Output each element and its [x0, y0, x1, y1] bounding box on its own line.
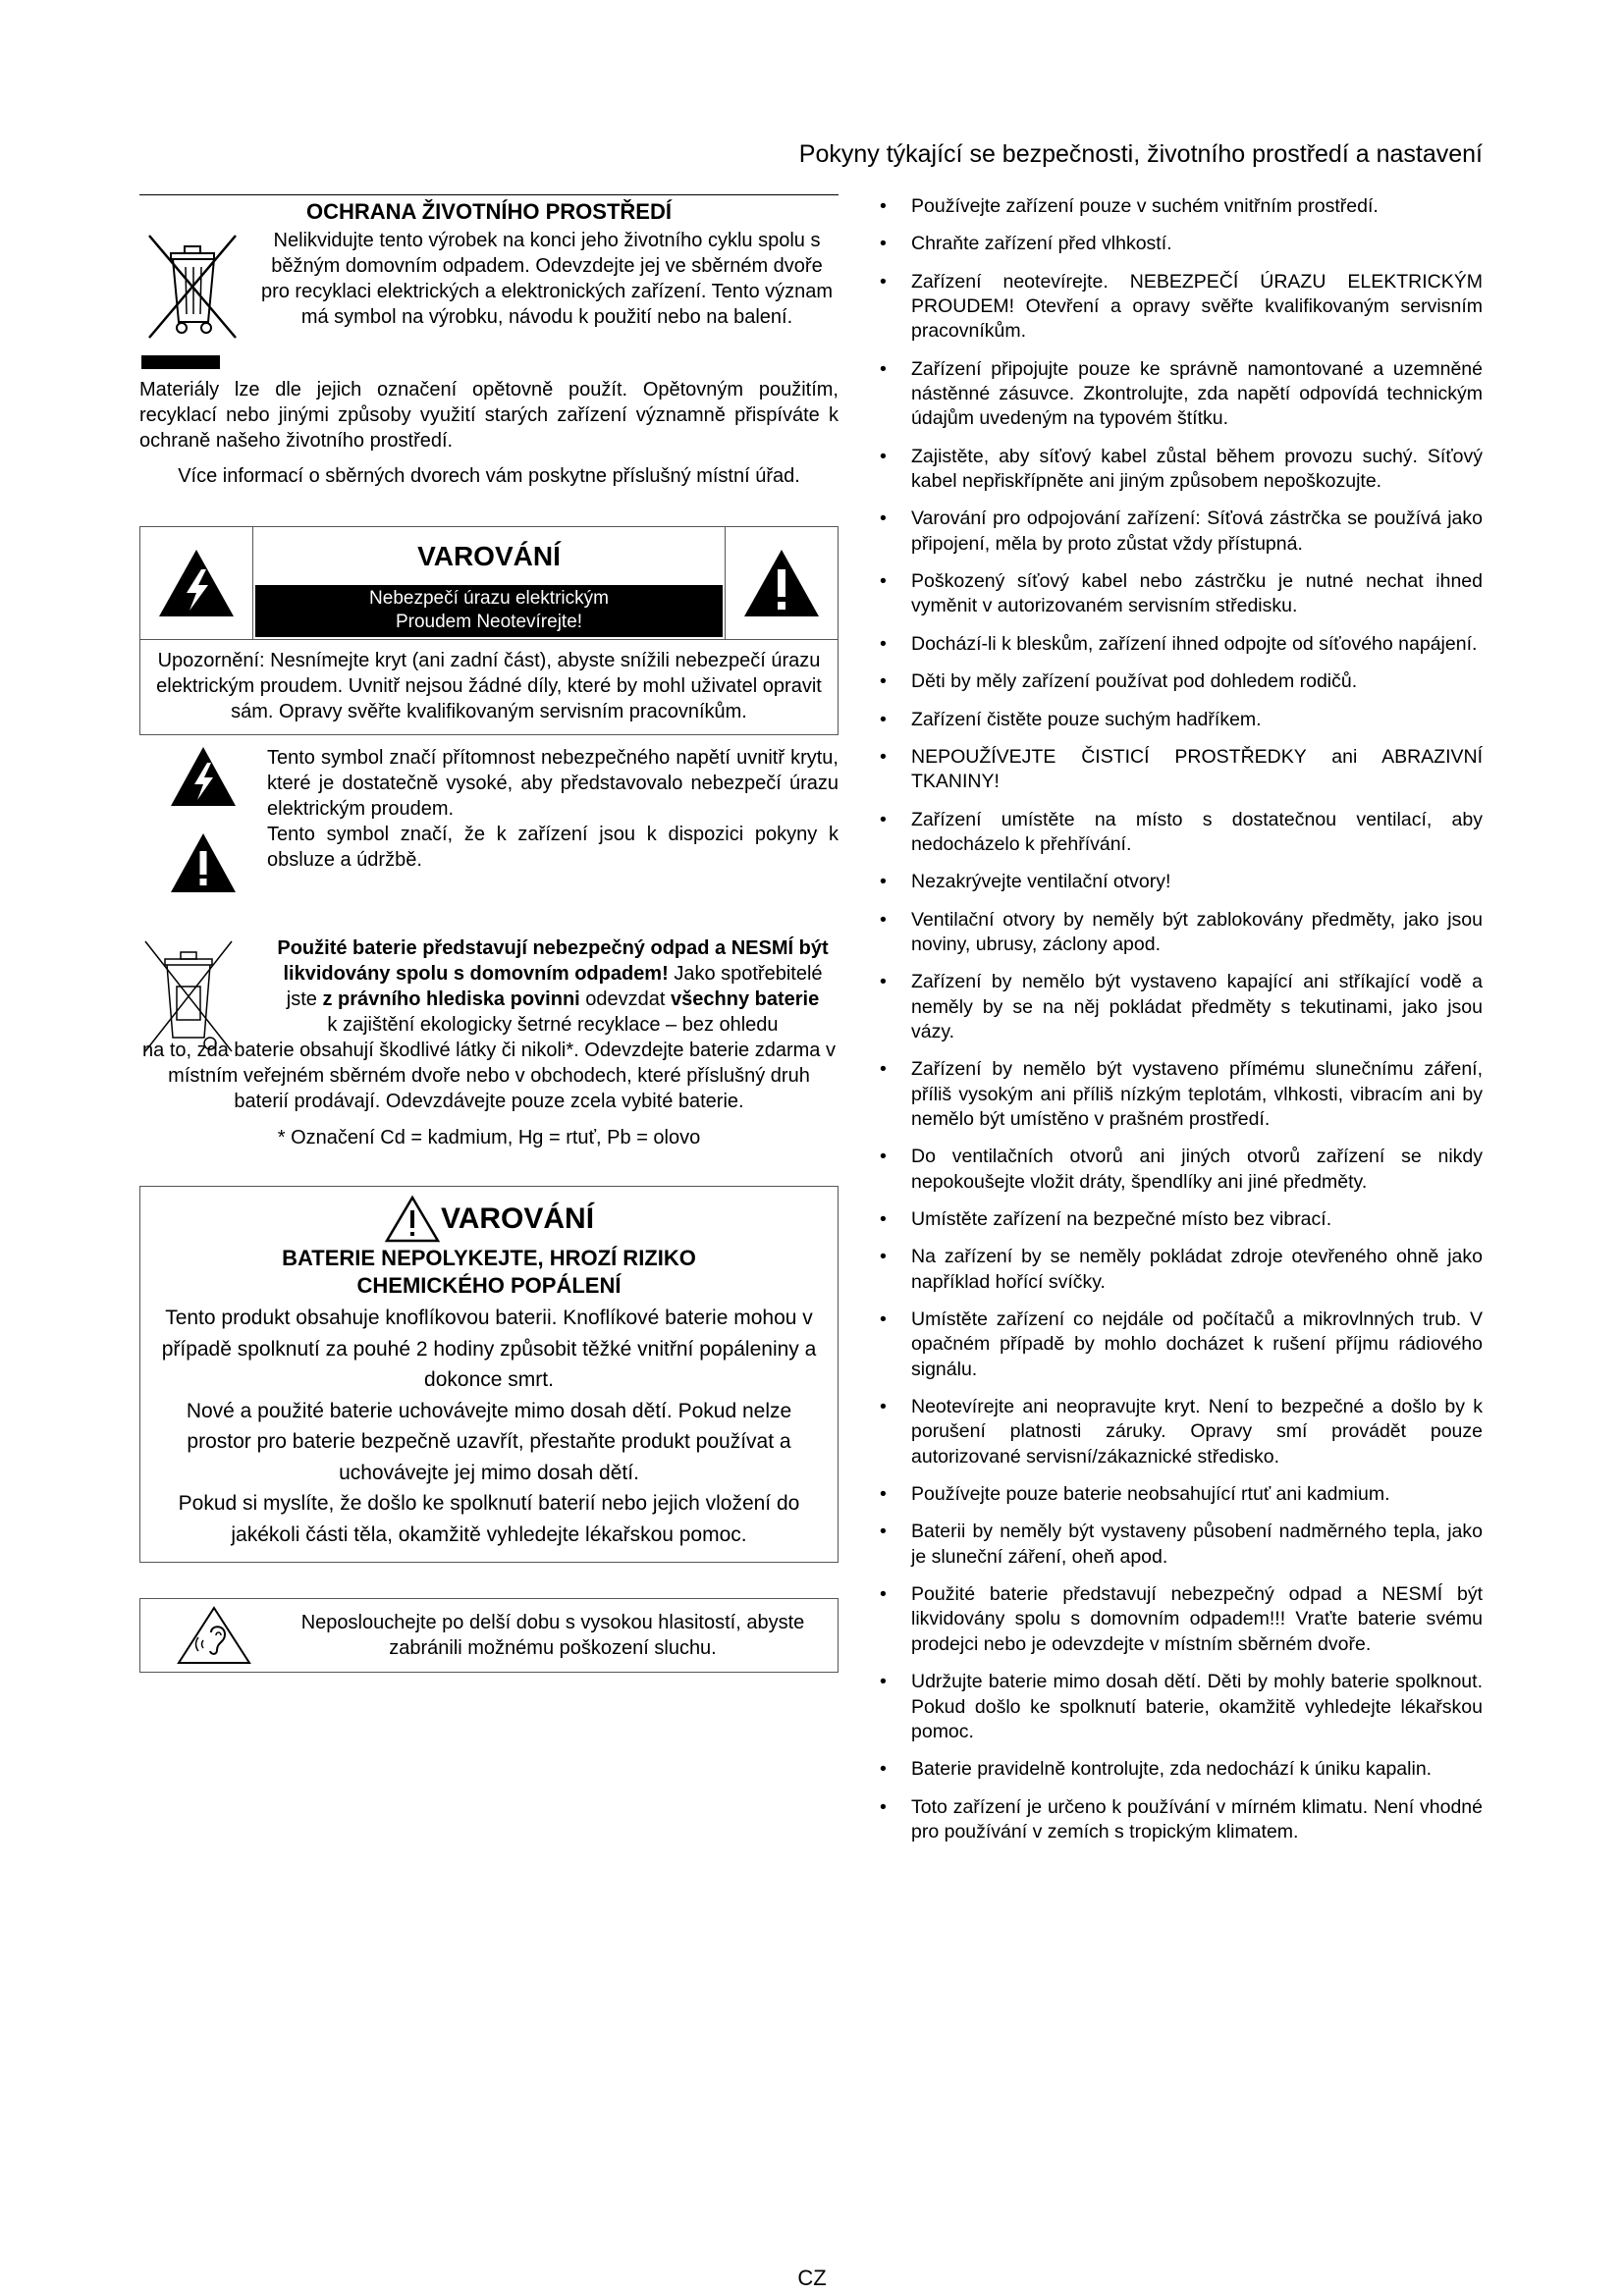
battery-normal-2: odevzdat — [579, 988, 672, 1010]
symbol-texts — [267, 745, 839, 873]
battery-bold-2: z právního hlediska povinni — [322, 988, 580, 1010]
electric-warning-center — [252, 527, 726, 639]
battery-warning-subtitle-1: BATERIE NEPOLYKEJTE, HROZÍ RIZIKO — [282, 1245, 696, 1270]
environment-body: Materiály lze dle jejich označení opětovně použít. Opětovným použitím, recyklací nebo jinými způsoby využití starých zařízení významně přispíváte k ochraně našeho životního prostředí. — [139, 378, 839, 452]
hearing-warning-icon — [150, 1605, 278, 1666]
battery-warning-heading — [152, 1195, 826, 1244]
instruction-item: • Baterie pravidelně kontrolujte, zda nedochází k úniku kapalin. — [864, 1757, 1483, 1782]
symbol-explanations — [139, 745, 839, 894]
instruction-item: • Používejte pouze baterie neobsahující rtuť ani kadmium. — [864, 1482, 1483, 1507]
warning-title: VAROVÁNÍ — [417, 540, 561, 571]
instruction-item: • Do ventilačních otvorů ani jiných otvorů zařízení se nikdy nepokoušejte vložit dráty, špendlíky ani jiné předměty. — [864, 1145, 1483, 1195]
electric-warning-box — [139, 526, 839, 735]
right-column — [864, 194, 1483, 1857]
environment-intro: Nelikvidujte tento výrobek na konci jeho životního cyklu spolu s běžným domovním odpadem. Odevzdejte jej ve sběrném dvoře pro recyklaci elektrických a elektronických zařízení. Tento význam má symbol na výrobku, návodu k použití nebo na balení. — [260, 229, 834, 328]
battery-warning-subtitle-2: CHEMICKÉHO POPÁLENÍ — [356, 1272, 622, 1298]
safety-instructions-list — [864, 194, 1483, 1844]
instruction-item: • Na zařízení by se neměly pokládat zdroje otevřeného ohně jako například hořící svíčky. — [864, 1245, 1483, 1295]
battery-warning-p1: Tento produkt obsahuje knoflíkovou baterii. Knoflíkové baterie mohou v případě spolknutí za pouhé 2 hodiny způsobit těžké vnitřní popáleniny a dokonce smrt. — [161, 1307, 817, 1392]
instruction-item: • Ventilační otvory by neměly být zablokovány předměty, jako jsou noviny, ubrusy, záclony apod. — [864, 908, 1483, 958]
lightning-triangle-icon — [169, 745, 238, 808]
instruction-item: • Zajistěte, aby síťový kabel zůstal během provozu suchý. Síťový kabel nepřiskřípněte ani jiným způsobem nepoškozujte. — [864, 445, 1483, 495]
instruction-item: • NEPOUŽÍVEJTE ČISTICÍ PROSTŘEDKY ani ABRAZIVNÍ TKANINY! — [864, 745, 1483, 795]
instruction-item: • Umístěte zařízení co nejdále od počítačů a mikrovlnných trub. V opačném případě by mohlo docházet k rušení příjmu rádiového signálu. — [864, 1308, 1483, 1382]
instruction-item: • Toto zařízení je určeno k používání v mírném klimatu. Není vhodné pro používání v zemích s tropickým klimatem. — [864, 1795, 1483, 1845]
environment-header — [139, 228, 839, 375]
battery-disposal-rest: na to, zda baterie obsahují škodlivé látky či nikoli*. Odevzdejte baterie zdarma v místním veřejném sběrném dvoře nebo v obchodech, které příslušný druh baterií prodávají. Odevzdávejte pouze zcela vybité baterie. — [142, 1039, 836, 1112]
crossed-battery-bin-icon — [139, 935, 238, 1063]
left-column — [139, 194, 839, 1673]
instruction-item: • Zařízení umístěte na místo s dostatečnou ventilací, aby nedocházelo k přehřívání. — [864, 808, 1483, 858]
warning-banner-line1: Nebezpečí úrazu elektrickým — [369, 588, 609, 609]
instruction-item: • Umístěte zařízení na bezpečné místo bez vibrací. — [864, 1207, 1483, 1232]
battery-bold-1: Použité baterie představují nebezpečný odpad a NESMÍ být likvidovány spolu s domovním odpadem! — [277, 936, 829, 985]
battery-rest-start: k zajištění ekologicky šetrné recyklace – bez ohledu — [327, 1013, 779, 1036]
instruction-item: • Zařízení připojujte pouze ke správně namontované a uzemněné nástěnné zásuvce. Zkontrolujte, zda napětí odpovídá technickým údajům uvedeným na typovém štítku. — [864, 357, 1483, 432]
instruction-item: • Varování pro odpojování zařízení: Síťová zástrčka se používá jako připojení, měla by proto zůstat vždy přístupná. — [864, 507, 1483, 557]
warning-black-banner — [255, 585, 723, 637]
battery-chemical-note: * Označení Cd = kadmium, Hg = rtuť, Pb = olovo — [277, 1126, 701, 1148]
battery-warning-box — [139, 1186, 839, 1564]
warning-banner-line2: Proudem Neotevírejte! — [395, 611, 583, 632]
exclamation-outline-icon — [384, 1195, 441, 1244]
symbol-icons — [139, 745, 267, 894]
battery-warning-title: VAROVÁNÍ — [440, 1201, 595, 1235]
battery-warning-p3: Pokud si myslíte, že došlo ke spolknutí baterií nebo jejich vložení do jakékoli části těla, okamžitě vyhledejte lékařskou pomoc. — [178, 1492, 800, 1546]
hearing-warning-text: Neposlouchejte po delší dobu s vysokou hlasitostí, abyste zabránili možnému poškození sluchu. — [300, 1612, 805, 1660]
battery-disposal-lead — [267, 935, 839, 1038]
lightning-warning-icon — [140, 527, 252, 639]
instruction-item: • Udržujte baterie mimo dosah dětí. Děti by mohly baterie spolknout. Pokud došlo ke spolknutí baterie, okamžitě vyhledejte lékařskou pomoc. — [864, 1670, 1483, 1744]
instruction-item: • Chraňte zařízení před vlhkostí. — [864, 232, 1483, 256]
exclamation-triangle-icon — [169, 831, 238, 894]
page-language-label: CZ — [797, 2266, 827, 2290]
page-header-title: Pokyny týkající se bezpečnosti, životního prostředí a nastavení — [798, 140, 1483, 168]
instruction-item: • Dochází-li k bleskům, zařízení ihned odpojte od síťového napájení. — [864, 632, 1483, 657]
environment-more-info: Více informací o sběrných dvorech vám poskytne příslušný místní úřad. — [178, 464, 800, 487]
instruction-item: • Zařízení čistěte pouze suchým hadříkem. — [864, 708, 1483, 732]
battery-normal-1: Jako spotřebitelé jste — [286, 962, 823, 1010]
instruction-item: • Používejte zařízení pouze v suchém vnitřním prostředí. — [864, 194, 1483, 219]
exclamation-symbol-text: Tento symbol značí, že k zařízení jsou k dispozici pokyny k obsluze a údržbě. — [267, 823, 839, 871]
exclamation-warning-icon — [726, 527, 838, 639]
battery-bold-3: všechny baterie — [671, 988, 820, 1010]
instruction-item: • Nezakrývejte ventilační otvory! — [864, 870, 1483, 894]
electric-warning-header — [140, 527, 838, 640]
instruction-item: • Neotevírejte ani neopravujte kryt. Není to bezpečné a došlo by k porušení platnosti záruky. Opravy smí provádět pouze autorizované servisní/zákaznické středisko. — [864, 1395, 1483, 1469]
battery-disposal-section — [139, 935, 839, 1150]
electric-warning-body: Upozornění: Nesnímejte kryt (ani zadní část), abyste snížili nebezpečí úrazu elektrickým proudem. Uvnitř nejsou žádné díly, které by mohl uživatel opravit sám. Opravy svěřte kvalifikovaným servisním pracovníkům. — [156, 649, 822, 722]
instruction-item: • Zařízení neotevírejte. NEBEZPEČÍ ÚRAZU ELEKTRICKÝM PROUDEM! Otevření a opravy svěřte kvalifikovaným servisním pracovníkům. — [864, 270, 1483, 345]
hearing-warning-box — [139, 1598, 839, 1673]
battery-warning-p2: Nové a použité baterie uchovávejte mimo dosah dětí. Pokud nelze prostor pro baterie bezpečně uzavřít, přestaňte produkt používat a uchovávejte jej mimo dosah dětí. — [186, 1399, 792, 1484]
instruction-item: • Baterii by neměly být vystaveny působení nadměrného tepla, jako je sluneční záření, oheň apod. — [864, 1520, 1483, 1570]
lightning-symbol-text: Tento symbol značí přítomnost nebezpečného napětí uvnitř krytu, které je dostatečně vysoké, aby představovalo nebezpečí úrazu elektrickým proudem. — [267, 746, 839, 820]
instruction-item: • Poškozený síťový kabel nebo zástrčku je nutné nechat ihned vyměnit v autorizovaném servisním středisku. — [864, 569, 1483, 619]
instruction-item: • Zařízení by nemělo být vystaveno přímému slunečnímu záření, příliš vysokým ani příliš nízkým teplotám, vlhkosti, vibracím ani by nemělo být umístěno v prašném prostředí. — [864, 1057, 1483, 1132]
instruction-item: • Použité baterie představují nebezpečný odpad a NESMÍ být likvidovány spolu s domovním odpadem!!! Vraťte baterie svému prodejci nebo je odevzdejte v místním sběrném dvoře. — [864, 1582, 1483, 1657]
instruction-item: • Zařízení by nemělo být vystaveno kapající ani stříkající vodě a neměly by se na něj pokládat předměty s tekutinami, jako jsou vázy. — [864, 970, 1483, 1044]
instruction-item: • Děti by měly zařízení používat pod dohledem rodičů. — [864, 669, 1483, 694]
crossed-bin-icon — [139, 228, 255, 375]
environment-title: OCHRANA ŽIVOTNÍHO PROSTŘEDÍ — [139, 194, 839, 226]
